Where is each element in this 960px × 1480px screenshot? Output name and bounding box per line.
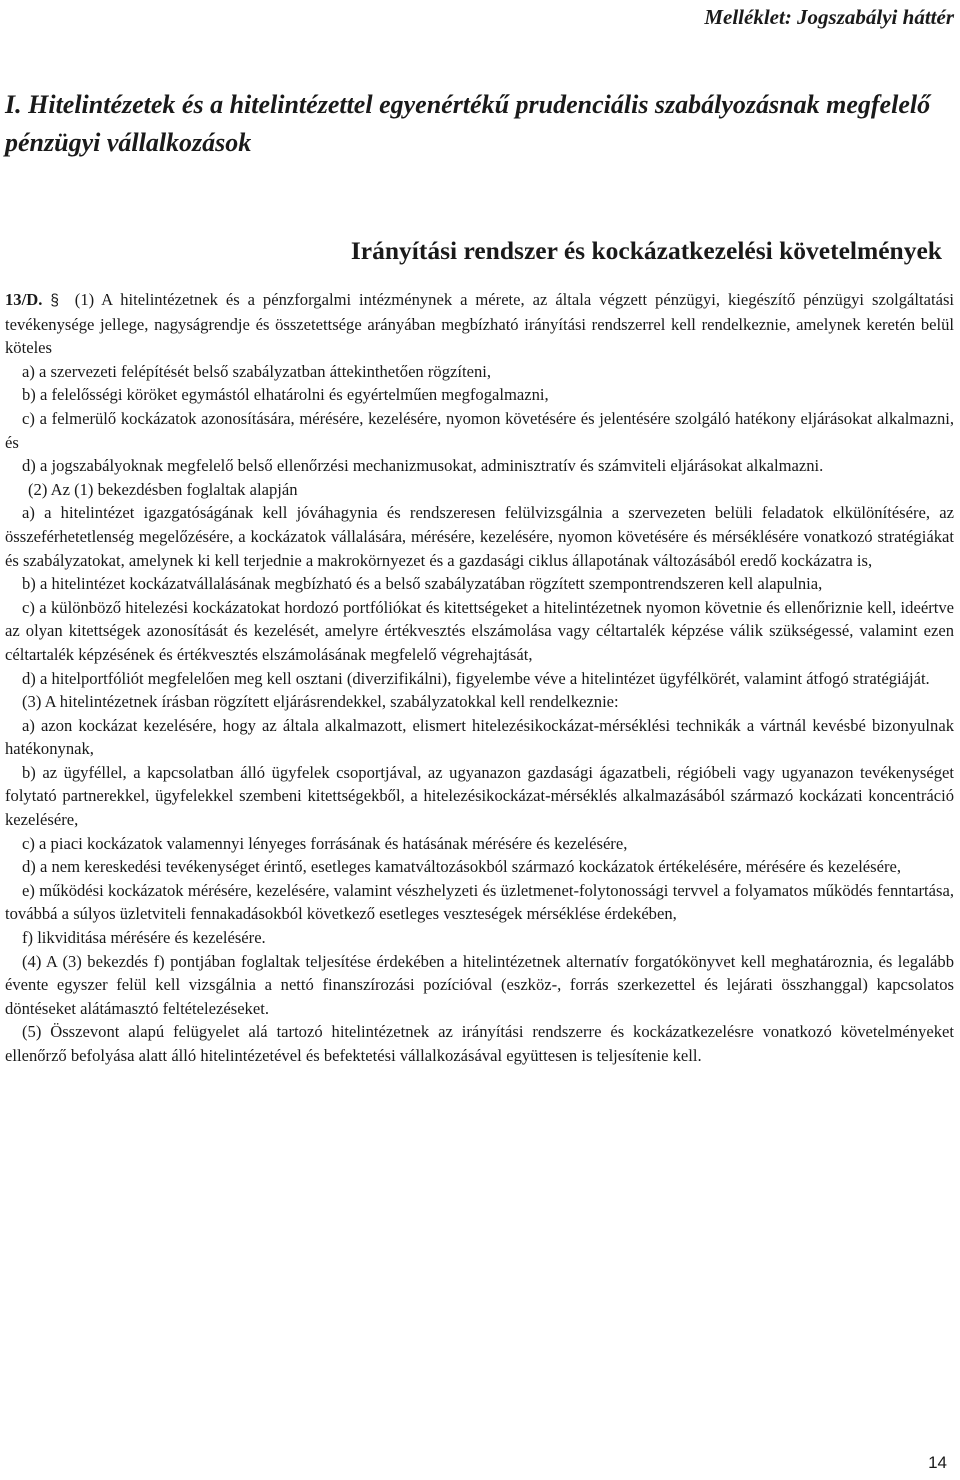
paragraph-4: (4) A (3) bekezdés f) pontjában foglaltak teljesítése érdekében a hitelintézetnek alternatív forgatókönyvet kell meghatároznia, és legalább évente egyszer felül kell vizsgálnia a nettó finanszírozási pozícióval (eszköz-, forrás szerkezettel és lejárati összhanggal) kapcsolatos döntéseket alátámasztó feltételezéseket. bbox=[5, 951, 954, 1018]
running-header: Melléklet: Jogszabályi háttér bbox=[704, 5, 954, 29]
paragraph-1-point-d: d) a jogszabályoknak megfelelő belső ellenőrzési mechanizmusokat, adminisztratív és számviteli eljárásokat alkalmazni. bbox=[22, 456, 824, 476]
paragraph-3-point-f: f) likviditása mérésére és kezelésére. bbox=[22, 928, 266, 948]
paragraph-2-point-b: b) a hitelintézet kockázatvállalásának megbízható és a belső szabályzatában rögzített szempontrendszeren kell alapulnia, bbox=[22, 574, 823, 594]
paragraph-1-point-c: c) a felmerülő kockázatok azonosítására, mérésére, kezelésére, nyomon követésére és jelentésére szolgáló hatékony eljárásokat alkalmazni, és bbox=[5, 408, 954, 452]
paragraph-1-intro bbox=[5, 288, 954, 360]
paragraph-1-intro-text: (1) A hitelintézetnek és a pénzforgalmi intézménynek a mérete, az általa végzett pénzügyi, kiegészítő pénzügyi szolgáltatási tevékenysége jellege, nagyságrendje és összetettsége arányában megbízható irányítási rendszerrel kell rendelkeznie, amelynek keretén belül köteles bbox=[5, 290, 955, 358]
page-number: 14 bbox=[928, 1453, 947, 1472]
paragraph-1-point-b: b) a felelősségi köröket egymástól elhatárolni és egyértelműen megfogalmazni, bbox=[22, 385, 549, 405]
paragraph-2-point-d: d) a hitelportfóliót megfelelően meg kell osztani (diverzifikálni), figyelembe véve a hitelintézet ügyfélkörét, valamint átfogó stratégiáját. bbox=[22, 668, 930, 688]
paragraph-3-point-b: b) az ügyféllel, a kapcsolatban álló ügyfelek csoportjával, az ugyanazon gazdasági ágazatbeli, régióbeli vagy ugyanazon tevékenységet folytató partnerekkel, ügyfelekkel szembeni kitettségekből, a hitelezésikockázat-mérséklés alkalmazásából származó kockázati koncentráció kezelésére, bbox=[5, 762, 954, 830]
paragraph-3-intro: (3) A hitelintézetnek írásban rögzített eljárásrendekkel, szabályzatokkal kell rendelkeznie: bbox=[22, 692, 619, 712]
paragraph-5: (5) Összevont alapú felügyelet alá tartozó hitelintézetnek az irányítási rendszerre és kockázatkezelésre vonatkozó követelményeket ellenőrző befolyása alatt álló hitelintézetével és befektetési vállalkozásával együttesen is teljesítenie kell. bbox=[5, 1022, 954, 1065]
paragraph-2-point-a: a) a hitelintézet igazgatóságának kell jóváhagynia és rendszeresen felülvizsgálnia a szervezeten belüli feladatok elkülönítésére, az összeférhetetlenség megelőzésére, a kockázatok vállalására, mérésére, kezelésére, nyomon követésére és mérséklésére vonatkozó stratégiákat és szabályzatokat, amelynek ki kell terjednie a makrokörnyezet és a gazdasági ciklus állapotának változásából eredő kockázatra is, bbox=[5, 503, 954, 570]
article-body bbox=[5, 288, 954, 1068]
paragraph-3-point-d: d) a nem kereskedési tevékenységet érintő, esetleges kamatváltozásokból származó kockázatok értékelésére, mérésére és kezelésére, bbox=[22, 857, 902, 877]
paragraph-3-point-a: a) azon kockázat kezelésére, hogy az általa alkalmazott, elismert hitelezésikockázat-mérséklési technikák a vártnál kevésbé bizonyulnak hatékonynak, bbox=[5, 715, 954, 759]
paragraph-3-point-c: c) a piaci kockázatok valamennyi lényeges forrásának és hatásának mérésére és kezelésére, bbox=[22, 833, 628, 853]
paragraph-2-point-c: c) a különböző hitelezési kockázatokat hordozó portfóliókat és kitettségeket a hitelintézetnek nyomon követnie és ellenőriznie kell, ideértve az olyan kitettségek azonosítását és kezelését, amelyre értékvesztés elszámolása vagy céltartalék képzése válik szükségessé, valamint ezen céltartalék képzésének és értékvesztés elszámolásának megfelelő végrehajtását, bbox=[5, 597, 954, 664]
paragraph-2-intro: (2) Az (1) bekezdésben foglaltak alapján bbox=[28, 479, 298, 499]
paragraph-3-point-e: e) működési kockázatok mérésére, kezelésére, valamint vészhelyzeti és üzletmenet-folytonossági tervvel a folyamatos működés fenntartása, továbbá a súlyos üzletviteli fennakadásokból következő esetleges veszteségek mérséklése érdekében, bbox=[5, 880, 954, 924]
paragraph-1-point-a: a) a szervezeti felépítését belső szabályzatban áttekinthetően rögzíteni, bbox=[22, 361, 492, 381]
article-number: 13/D. bbox=[5, 290, 43, 309]
chapter-title: I. Hitelintézetek és a hitelintézettel egyenértékű prudenciális szabályozásnak megfelelő pénzügyi vállalkozások bbox=[5, 90, 931, 157]
section-symbol: § bbox=[50, 292, 59, 309]
section-title: Irányítási rendszer és kockázatkezelési követelmények bbox=[350, 236, 942, 265]
